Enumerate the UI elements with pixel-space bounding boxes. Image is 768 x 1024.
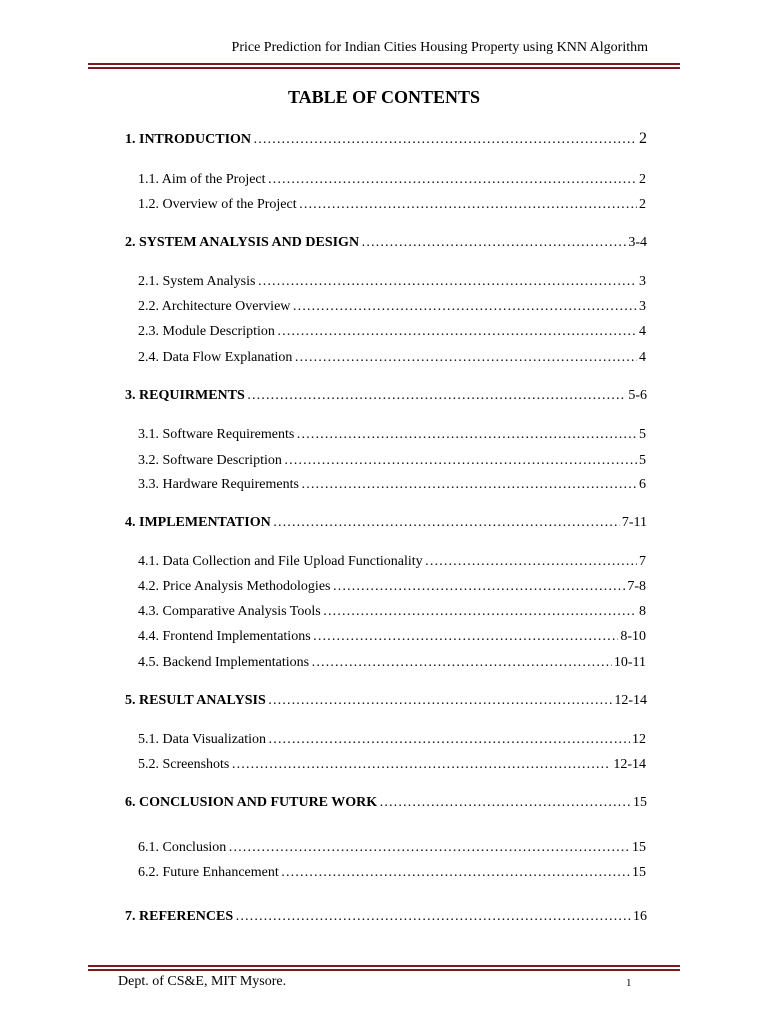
toc-leader-dots [333,579,626,595]
toc-entry-conclusion-future-work [125,795,647,811]
toc-leader-dots [257,274,637,290]
toc-entry-label: 2.3. Module Description [138,324,275,339]
toc-entry-software-requirements [138,427,646,443]
toc-entry-page: 3-4 [628,235,647,250]
toc-entry-aim [138,172,646,188]
toc-leader-dots [284,453,637,469]
toc-entry-page: 12 [632,732,646,747]
toc-entry-page: 7-11 [621,515,647,530]
toc-entry-page: 6 [639,477,646,492]
toc-leader-dots [231,757,611,773]
toc-leader-dots [253,132,637,148]
toc-entry-label: 4.5. Backend Implementations [138,655,310,670]
toc-entry-label: 5.1. Data Visualization [138,732,266,747]
toc-entry-label: 4. IMPLEMENTATION [125,515,271,530]
toc-leader-dots [361,235,626,251]
toc-entry-implementation [125,515,647,531]
toc-entry-page: 5 [639,453,646,468]
toc-leader-dots [268,172,637,188]
toc-entry-system-analysis [138,274,646,290]
toc-entry-label: 1.2. Overview of the Project [138,197,297,212]
toc-leader-dots [281,865,630,881]
toc-leader-dots [299,197,637,213]
toc-entry-label: 2.2. Architecture Overview [138,299,291,314]
toc-entry-label: 3. REQUIRMENTS [125,388,245,403]
toc-entry-data-visualization [138,732,646,748]
toc-entry-page: 8 [639,604,646,619]
toc-entry-page: 12-14 [614,693,647,708]
toc-entry-module-description [138,324,646,340]
toc-leader-dots [313,629,619,645]
toc-entry-label: 1.1. Aim of the Project [138,172,266,187]
toc-entry-software-description [138,453,646,469]
toc-entry-screenshots [138,757,646,773]
toc-entry-references [125,909,647,925]
toc-leader-dots [379,795,631,811]
toc-entry-label: 4.2. Price Analysis Methodologies [138,579,331,594]
header-rule [88,63,680,69]
page-title: TABLE OF CONTENTS [287,87,481,107]
toc-entry-system-analysis-design [125,235,647,251]
toc-entry-page: 12-14 [613,757,646,772]
toc-leader-dots [292,299,637,315]
toc-entry-label: 5. RESULT ANALYSIS [125,693,266,708]
toc-entry-label: 6.1. Conclusion [138,840,227,855]
toc-entry-result-analysis [125,693,647,709]
toc-entry-conclusion [138,840,646,856]
toc-leader-dots [268,693,613,709]
toc-entry-page: 2 [639,172,646,187]
toc-entry-page: 8-10 [620,629,646,644]
toc-leader-dots [268,732,630,748]
toc-entry-data-collection [138,554,646,570]
toc-entry-label: 2.1. System Analysis [138,274,256,289]
toc-entry-introduction [125,130,647,148]
toc-entry-page: 5-6 [628,388,647,403]
toc-leader-dots [228,840,630,856]
toc-entry-page: 15 [632,840,646,855]
toc-entry-page: 5 [639,427,646,442]
footer-page-number: 1 [626,977,632,989]
toc-entry-page: 7 [639,554,646,569]
toc-leader-dots [323,604,637,620]
toc-entry-hardware-requirements [138,477,646,493]
toc-entry-backend [138,655,646,671]
running-header: Price Prediction for Indian Cities Housing Property using KNN Algorithm [231,40,648,55]
footer-rule [88,965,680,971]
toc-entry-page: 7-8 [627,579,646,594]
toc-entry-label: 6. CONCLUSION AND FUTURE WORK [125,795,378,810]
toc-entry-overview [138,197,646,213]
toc-leader-dots [311,655,612,671]
toc-leader-dots [425,554,637,570]
toc-entry-data-flow [138,350,646,366]
toc-entry-page: 4 [639,324,646,339]
footer-department: Dept. of CS&E, MIT Mysore. [118,974,287,989]
toc-entry-label: 5.2. Screenshots [138,757,230,772]
toc-entry-label: 1. INTRODUCTION [125,132,252,147]
toc-entry-page: 10-11 [613,655,646,670]
toc-entry-future-enhancement [138,865,646,881]
toc-entry-page: 15 [633,795,647,810]
toc-entry-page: 15 [632,865,646,880]
toc-entry-price-analysis [138,579,646,595]
toc-entry-label: 3.1. Software Requirements [138,427,295,442]
toc-entry-frontend [138,629,646,645]
toc-leader-dots [294,350,637,366]
toc-entry-label: 4.1. Data Collection and File Upload Functionality [138,554,423,569]
toc-entry-label: 3.3. Hardware Requirements [138,477,299,492]
toc-entry-page: 4 [639,350,646,365]
toc-entry-page: 3 [639,299,646,314]
toc-entry-page: 16 [633,909,647,924]
toc-entry-label: 6.2. Future Enhancement [138,865,279,880]
toc-leader-dots [301,477,637,493]
toc-entry-page: 2 [639,197,646,212]
toc-entry-label: 4.3. Comparative Analysis Tools [138,604,321,619]
toc-entry-label: 2. SYSTEM ANALYSIS AND DESIGN [125,235,360,250]
toc-leader-dots [277,324,637,340]
toc-entry-label: 3.2. Software Description [138,453,282,468]
toc-entry-label: 4.4. Frontend Implementations [138,629,311,644]
toc-leader-dots [247,388,627,404]
toc-entry-comparative-analysis [138,604,646,620]
toc-leader-dots [235,909,631,925]
toc-entry-label: 7. REFERENCES [125,909,234,924]
toc-leader-dots [273,515,620,531]
toc-leader-dots [296,427,637,443]
toc-entry-requirments [125,388,647,404]
toc-entry-architecture [138,299,646,315]
toc-entry-label: 2.4. Data Flow Explanation [138,350,293,365]
toc-entry-page: 2 [639,130,647,147]
toc-entry-page: 3 [639,274,646,289]
